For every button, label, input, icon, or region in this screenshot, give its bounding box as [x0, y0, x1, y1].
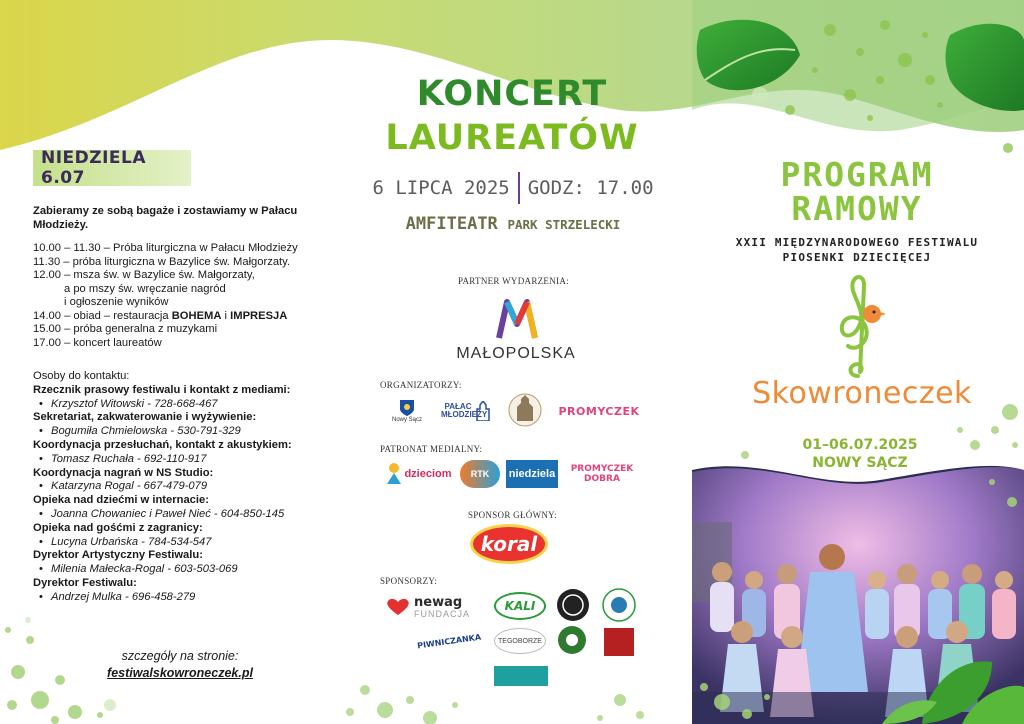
festival-city: NOWY SĄCZ	[812, 455, 908, 471]
sponsor-name: FUNDACJA	[414, 608, 471, 619]
piwniczanka-logo	[416, 628, 482, 654]
day-badge	[33, 150, 191, 186]
festival-date-range: 01–06.07.2025	[802, 437, 918, 453]
newag-logo	[414, 594, 482, 620]
niedziela-logo	[506, 460, 558, 488]
partner-name: MAŁOPOLSKA	[456, 345, 576, 362]
stage-photo-illustration	[692, 462, 1024, 724]
restaurant-name: IMPRESJA	[230, 309, 288, 322]
schedule-item: 12.00 – msza św. w Bazylice św. Małgorzaty,	[33, 269, 255, 281]
program-title-line1: PROGRAM	[780, 155, 934, 194]
media-name: RTK	[470, 469, 490, 479]
contact-person: • Tomasz Ruchała - 692-110-917	[33, 453, 333, 467]
sponsor-name: newag	[414, 594, 463, 610]
main-sponsor-name: koral	[480, 532, 538, 556]
tegoborze-logo	[494, 628, 546, 654]
contact-person: • Bogumiła Chmielowska - 530-791-329	[33, 425, 333, 439]
schedule-item: i ogłoszenie wyników	[64, 296, 169, 308]
concert-time: GODZ: 17.00	[527, 177, 654, 199]
schedule-item: 17.00 – koncert laureatów	[33, 336, 162, 349]
sponsor-name: KALI	[504, 599, 536, 613]
media-name: dzieciom	[404, 468, 452, 480]
program-title-line2: RAMOWY	[791, 189, 923, 228]
contact-person: • Andrzej Mulka - 696-458-279	[33, 591, 333, 605]
date-time	[372, 172, 654, 204]
contact-person: • Lucyna Urbańska - 784-534-547	[33, 536, 333, 550]
concert-title-line2: LAUREATÓW	[385, 118, 639, 158]
sponsor-square-logo	[604, 628, 634, 656]
contact-role: Koordynacja przesłuchań, kontakt z akustykiem:	[33, 438, 292, 451]
promyczek-dobra-logo	[566, 460, 638, 488]
sponsor-name: PIWNICZANKA	[416, 632, 482, 650]
nowy-sacz-logo	[386, 393, 428, 429]
website-label: szczegóły na stronie:	[121, 649, 239, 663]
basilica-logo-icon	[508, 391, 542, 429]
organizer-name: Nowy Sącz	[391, 417, 422, 423]
contact-person: • Katarzyna Rogal - 667-479-079	[33, 480, 333, 494]
contact-role: Opieka nad gośćmi z zagranicy:	[33, 521, 203, 534]
sponsors-label: SPONSORZY:	[380, 576, 438, 586]
schedule-item: a po mszy św. wręczanie nagród	[64, 282, 226, 295]
schedule-list	[33, 242, 333, 350]
contacts-section	[33, 370, 333, 605]
concert-title-line1: KONCERT	[416, 74, 608, 114]
stage-photo	[692, 462, 1024, 724]
organizer-name: PROMYCZEK	[558, 404, 640, 418]
contact-role: Koordynacja nagrań w NS Studio:	[33, 466, 214, 479]
coat-of-arms-icon	[399, 399, 415, 417]
koral-logo	[470, 524, 548, 564]
website-block	[80, 648, 280, 682]
castle-icon	[475, 401, 491, 421]
newag-heart-icon	[386, 598, 410, 616]
gear-logo-icon	[556, 624, 588, 656]
media-name: PROMYCZEK DOBRA	[570, 464, 634, 484]
schedule-text: 14.00 – obiad – restauracja	[33, 309, 172, 322]
contact-role: Sekretariat, zakwaterowanie i wyżywienie:	[33, 411, 257, 424]
venue-park: PARK STRZELECKI	[507, 217, 621, 232]
sponsor-name: TEGOBORZE	[498, 637, 542, 645]
day-badge-text: NIEDZIELA 6.07	[41, 148, 147, 188]
website-link[interactable]: festiwalskowroneczek.pl	[107, 666, 253, 680]
festival-subtitle-line2: PIOSENKI DZIECIĘCEJ	[782, 251, 932, 264]
intro-text: Zabieramy ze sobą bagaże i zostawiamy w Pałacu Młodzieży.	[33, 205, 298, 231]
schedule-item: 10.00 – 11.30 – Próba liturgiczna w Pałacu Młodzieży	[33, 242, 298, 254]
venue-name: AMFITEATR	[405, 214, 498, 234]
contact-role: Dyrektor Festiwalu:	[33, 576, 137, 589]
malopolska-logo-icon	[495, 298, 539, 342]
media-label: PATRONAT MEDIALNY:	[380, 444, 483, 454]
program-title	[742, 155, 972, 228]
contact-person: • Milenia Małecka-Rogal - 603-503-069	[33, 563, 333, 577]
schedule-item: 15.00 – próba generalna z muzykami	[33, 323, 218, 335]
festival-subtitle-line1: XXII MIĘDZYNARODOWEGO FESTIWALU	[735, 236, 979, 249]
promyczek-logo	[560, 402, 638, 420]
sponsor-badge-icon	[602, 588, 636, 622]
festival-subtitle	[716, 235, 998, 265]
main-sponsor-label: SPONSOR GŁÓWNY:	[468, 510, 557, 520]
venue	[372, 214, 654, 234]
media-name: niedziela	[508, 468, 556, 480]
concert-title	[370, 72, 654, 160]
palac-mlodziezy-logo	[440, 393, 492, 429]
contact-role: Dyrektor Artystyczny Festiwalu:	[33, 549, 203, 562]
contact-role: Rzecznik prasowy festiwalu i kontakt z mediami:	[33, 383, 291, 396]
kali-logo	[494, 592, 546, 620]
organizer-name: PAŁAC MŁODZIEŻY	[441, 402, 488, 419]
festival-brand: Skowroneczek	[752, 376, 972, 411]
treble-clef-bird-icon	[834, 272, 886, 382]
schedule-text: i	[221, 309, 231, 322]
divider	[518, 172, 520, 204]
radio-figure-icon	[384, 462, 404, 486]
contact-person: • Joanna Chowaniec i Paweł Nieć - 604-850-145	[33, 508, 333, 522]
concert-date: 6 LIPCA 2025	[372, 177, 510, 199]
baca-logo-icon	[556, 588, 590, 622]
restaurant-name: BOHEMA	[171, 309, 222, 322]
organizers-label: ORGANIZATORZY:	[380, 380, 462, 390]
rtk-logo	[460, 460, 500, 488]
schedule-item	[33, 310, 333, 324]
contacts-heading: Osoby do kontaktu:	[33, 370, 130, 382]
partner-label: PARTNER WYDARZENIA:	[458, 276, 569, 286]
sponsor-banner-logo	[494, 666, 548, 686]
schedule-item: 11.30 – próba liturgiczna w Bazylice św. Małgorzaty.	[33, 255, 291, 268]
contact-person: • Krzysztof Witowski - 728-668-467	[33, 398, 333, 412]
polskie-radio-dzieciom-logo	[384, 460, 452, 488]
contact-role: Opieka nad dziećmi w internacie:	[33, 494, 209, 507]
